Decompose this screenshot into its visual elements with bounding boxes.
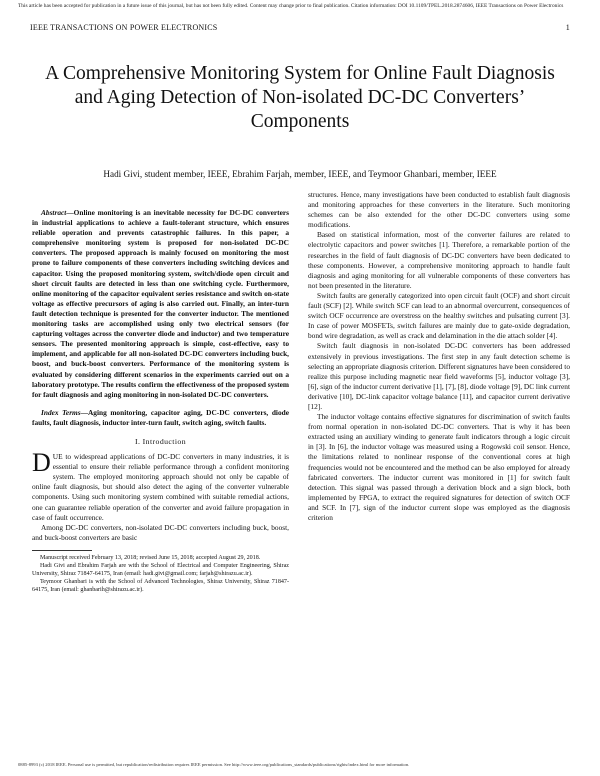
running-head (30, 23, 570, 32)
intro-paragraph-1-text: UE to widespread applications of DC-DC converters in many industries, it is essential to ensure their reliable performance through a confident monitoring system. The employed monitoring approach should not only be capable of online fault diagnosis, but should also detect the aging of the converter vulnerable components. Using such monitoring system combined with suitable remedial actions, one can guarantee reliable operation of the converter and avoid failure propagation in case of fault occurrence. (32, 452, 289, 522)
intro-paragraph-2: Among DC-DC converters, non-isolated DC-DC converters including buck, boost, and buck-boost converters are basic (32, 522, 289, 542)
footnote-affiliation-1: Hadi Givi and Ebrahim Farjah are with the School of Electrical and Computer Engineering, Shiraz University, Shiraz 71847-64175, Iran (email: hadi.givi@gmail.com; farjah@shirazu.ac.ir). (32, 562, 289, 577)
footnote-divider (32, 550, 92, 551)
index-terms-label: Index Terms (41, 407, 81, 417)
section-heading-introduction: I. Introduction (134, 436, 187, 446)
right-column (308, 190, 570, 523)
left-column (32, 208, 289, 594)
index-terms (32, 408, 289, 428)
copyright-footer: 0885-8993 (c) 2018 IEEE. Personal use is permitted, but republication/redistribution requires IEEE permission. See http://www.ieee.org/publications_standards/publications/rights/index.html for more information. (18, 762, 410, 767)
publication-notice: This article has been accepted for publication in a future issue of this journal, but has not been fully edited. Content may change prior to final publication. Citation information: DOI 10.1109/TPEL.2018.2874606, IEEE Transactions on Power Electronics (18, 3, 564, 9)
body-paragraph-4: Switch fault diagnosis in non-isolated DC-DC converters has been addressed extensively in previous investigations. The first step in any fault detection scheme is selecting an appropriate diagnosis criterion. Different signatures have been considered to realize this purpose including magnetic near field waveforms [5], inductor voltage [3], [6], sign of the inductor current derivative [1], [7], [8], diode voltage [9], DC link current derivative [10], DC-link capacitor voltage balance [11], and capacitor current derivative [12]. (308, 341, 570, 411)
page-number: 1 (565, 23, 570, 32)
footnote-affiliation-2: Teymoor Ghanbari is with the School of Advanced Technologies, Shiraz University, Shiraz 71847-64175, Iran (email: ghanbarih@shirazu.ac.ir). (32, 578, 289, 593)
body-paragraph-1: structures. Hence, many investigations have been conducted to establish fault diagnosis and monitoring approaches for these converters in the literature. Such monitoring schemes can be also extended for the other DC-DC converters using some modifications. (308, 190, 570, 230)
footnote-received: Manuscript received February 13, 2018; revised June 15, 2018; accepted August 29, 2018. (40, 554, 261, 561)
index-terms-text: —Aging monitoring, capacitor aging, DC-DC converters, diode faults, fault diagnosis, inductor inter-turn fault, switch aging, switch faults. (32, 407, 289, 427)
drop-cap: D (32, 448, 51, 478)
paper-title: A Comprehensive Monitoring System for Online Fault Diagnosis and Aging Detection of Non-isolated DC-DC Converters’ Components (45, 63, 555, 132)
abstract (32, 208, 289, 400)
abstract-label: Abstract (41, 208, 67, 217)
body-paragraph-2: Based on statistical information, most of the converter failures are related to electrolytic capacitors and power switches [1]. Therefore, a remarkable portion of the researches in the field of fault diagnosis of DC-DC converters have been dedicated to these components. However, a comprehensive monitoring approach to handle fault diagnosis and aging monitoring for all vulnerable components of these converters has not been presented in the literature. (308, 230, 570, 290)
abstract-text: —Online monitoring is an inevitable necessity for DC-DC converters in industrial applications to achieve a fault-tolerant structure, which ensures reliable operation and prevents catastrophic failures. In this paper, a comprehensive monitoring system is proposed for non-isolated DC-DC converters. The proposed approach is mainly focused on monitoring the most prone to failure components of these converters including switching devices and capacitor. Using the proposed monitoring system, switch/diode open circuit and short circuit faults are detected in less than one switching cycle. Furthermore, online monitoring of the capacitor equivalent series resistance and switch on-state voltage as effective precursors of aging is also carried out. Finally, an inter-turn fault detection technique is presented for the converter inductor. The mentioned monitoring tasks are accomplished using only two electrical sensors (for capturing voltages across the converter diode and inductor) and two temperature sensors. The presented monitoring approach is simple, cost-effective, easy to implement, and applicable for all non-isolated DC-DC converters including buck, boost, and buck-boost converters. Performance of the monitoring system is evaluated by considering different scenarios in the experiments carried out on a laboratory prototype. The results confirm the effectiveness of the proposed system for fault diagnosis and aging monitoring in non-isolated DC-DC converters. (32, 208, 289, 399)
author-line: Hadi Givi, student member, IEEE, Ebrahim Farjah, member, IEEE, and Teymoor Ghanbari, member, IEEE (103, 169, 497, 179)
intro-paragraph-1 (32, 448, 289, 523)
body-paragraph-5: The inductor voltage contains effective signatures for discrimination of switch faults from normal operation in non-isolated DC-DC converters. That is why it has been extracted using an auxiliary winding to generate fault indicators through a logic circuit in [3]. In [6], the inductor voltage was measured using a Rogowski coil sensor. Hence, the limitations related to nonlinear response of the conventional cores at high frequencies would not be encountered and the method can be also employed for already fabricated converters. The inductor current was monitored in [1] for switch fault detection. This signal was passed through a derivation block and a sign block, both implemented by FPGA, to extract the required signatures for detection of switch OCF and SCF. In [7], sign of the inductor current slope was employed as the diagnosis criterion (308, 412, 570, 522)
journal-name: IEEE TRANSACTIONS ON POWER ELECTRONICS (30, 23, 218, 32)
body-paragraph-3: Switch faults are generally categorized into open circuit fault (OCF) and short circuit fault (SCF) [2]. While switch SCF can lead to an abnormal overcurrent, consequences of switch OCF occurrence are overstress on the healthy switches and pulsating current [3]. In case of power MOSFETs, switch failures are mainly due to gate-oxide degradation, bond wire degradation, as well as crack and delamination in the die attach solder [4]. (308, 290, 570, 341)
footnotes (32, 554, 289, 594)
